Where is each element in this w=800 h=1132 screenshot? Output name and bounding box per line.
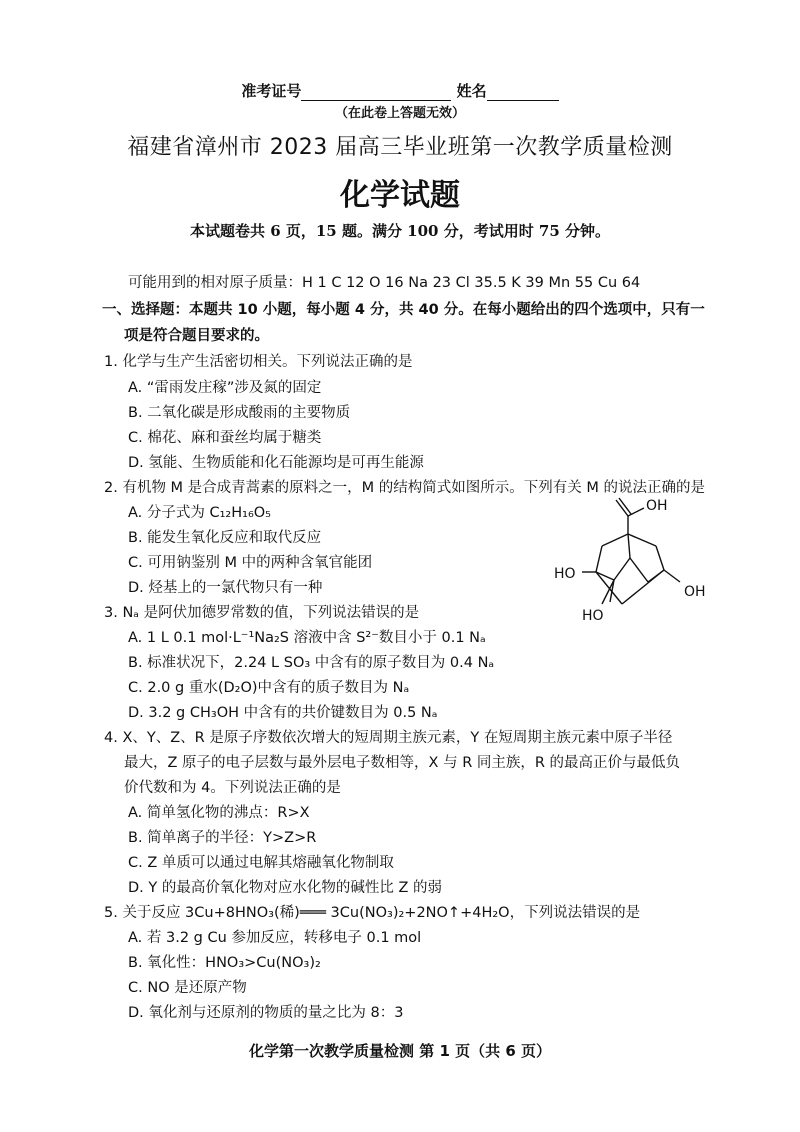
question-5-stem: 5. 关于反应 3Cu+8HNO₃(稀)═══ 3Cu(NO₃)₂+2NO↑+4H₂O，下列说法错误的是 bbox=[104, 905, 641, 921]
exam-info: 本试题卷共 6 页，15 题。满分 100 分，考试用时 75 分钟。 bbox=[189, 222, 611, 240]
molecule-label-bottom-ho: HO bbox=[582, 608, 604, 624]
question-5-option-a: A. 若 3.2 g Cu 参加反应，转移电子 0.1 mol bbox=[128, 930, 422, 946]
question-4-stem-line3: 价代数和为 4。下列说法正确的是 bbox=[124, 780, 341, 796]
name-label: 姓名 bbox=[456, 82, 487, 100]
invalid-answer-note: （在此卷上答题无效） bbox=[334, 106, 465, 121]
admission-number-label: 准考证号 bbox=[241, 82, 302, 100]
question-3-option-c: C. 2.0 g 重水(D₂O)中含有的质子数目为 Nₐ bbox=[128, 680, 410, 696]
question-5-option-d: D. 氧化剂与还原剂的物质的量之比为 8：3 bbox=[128, 1005, 404, 1021]
question-1-stem: 1. 化学与生产生活密切相关。下列说法正确的是 bbox=[104, 354, 413, 370]
question-2-option-c: C. 可用钠鉴别 M 中的两种含氧官能团 bbox=[128, 555, 373, 571]
question-2-option-d: D. 烃基上的一氯代物只有一种 bbox=[128, 580, 323, 596]
question-4-option-c: C. Z 单质可以通过电解其熔融氧化物制取 bbox=[128, 855, 394, 871]
question-5-option-b: B. 氧化性：HNO₃>Cu(NO₃)₂ bbox=[128, 955, 321, 971]
question-5-option-c: C. NO 是还原产物 bbox=[128, 980, 247, 996]
molecule-label-right-oh: OH bbox=[684, 584, 706, 600]
molecule-label-left-ho: HO bbox=[554, 566, 576, 582]
question-4-option-b: B. 简单离子的半径：Y>Z>R bbox=[128, 830, 317, 846]
candidate-info-line bbox=[0, 80, 800, 101]
name-blank bbox=[487, 82, 559, 101]
molecule-label-carboxyl-oh: OH bbox=[646, 498, 668, 514]
question-1-option-d: D. 氢能、生物质能和化石能源均是可再生能源 bbox=[128, 455, 424, 471]
question-1-option-a: A. “雷雨发庄稼”涉及氮的固定 bbox=[128, 380, 322, 396]
question-1-option-c: C. 棉花、麻和蚕丝均属于糖类 bbox=[128, 430, 322, 446]
question-2-stem: 2. 有机物 M 是合成青蒿素的原料之一，M 的结构简式如图所示。下列有关 M 的说法正确的是 bbox=[104, 480, 706, 496]
section-heading-line2: 项是符合题目要求的。 bbox=[124, 328, 269, 344]
question-4-stem-line2: 最大，Z 原子的电子层数与最外层电子数相等，X 与 R 同主族，R 的最高正价与最低负 bbox=[124, 755, 681, 771]
question-4-option-d: D. Y 的最高价氧化物对应水化物的碱性比 Z 的弱 bbox=[128, 880, 442, 896]
question-2-option-a: A. 分子式为 C₁₂H₁₆O₅ bbox=[128, 505, 271, 521]
question-3-option-d: D. 3.2 g CH₃OH 中含有的共价键数目为 0.5 Nₐ bbox=[128, 705, 438, 721]
question-3-option-b: B. 标准状况下，2.24 L SO₃ 中含有的原子数目为 0.4 Nₐ bbox=[128, 655, 495, 671]
question-1-option-b: B. 二氧化碳是形成酸雨的主要物质 bbox=[128, 405, 351, 421]
question-2-option-b: B. 能发生氧化反应和取代反应 bbox=[128, 530, 322, 546]
question-3-stem: 3. Nₐ 是阿伏加德罗常数的值，下列说法错误的是 bbox=[104, 605, 420, 621]
question-3-option-a: A. 1 L 0.1 mol·L⁻¹Na₂S 溶液中含 S²⁻数目小于 0.1 Nₐ bbox=[128, 630, 486, 646]
question-4-stem-line1: 4. X、Y、Z、R 是原子序数依次增大的短周期主族元素，Y 在短周期主族元素中原子半径 bbox=[104, 730, 673, 746]
subject-title: 化学试题 bbox=[340, 178, 460, 213]
question-4-option-a: A. 简单氢化物的沸点：R>X bbox=[128, 805, 310, 821]
exam-title: 福建省漳州市 2023 届高三毕业班第一次教学质量检测 bbox=[127, 135, 673, 160]
admission-number-blank bbox=[301, 82, 451, 101]
page-footer: 化学第一次教学质量检测 第 1 页（共 6 页） bbox=[249, 1042, 551, 1060]
atomic-masses: 可能用到的相对原子质量：H 1 C 12 O 16 Na 23 Cl 35.5 K 39 Mn 55 Cu 64 bbox=[128, 275, 641, 291]
molecule-m-structure bbox=[552, 486, 722, 626]
section-heading-line1: 一、选择题：本题共 10 小题，每小题 4 分，共 40 分。在每小题给出的四个选项中，只有一 bbox=[102, 302, 705, 318]
